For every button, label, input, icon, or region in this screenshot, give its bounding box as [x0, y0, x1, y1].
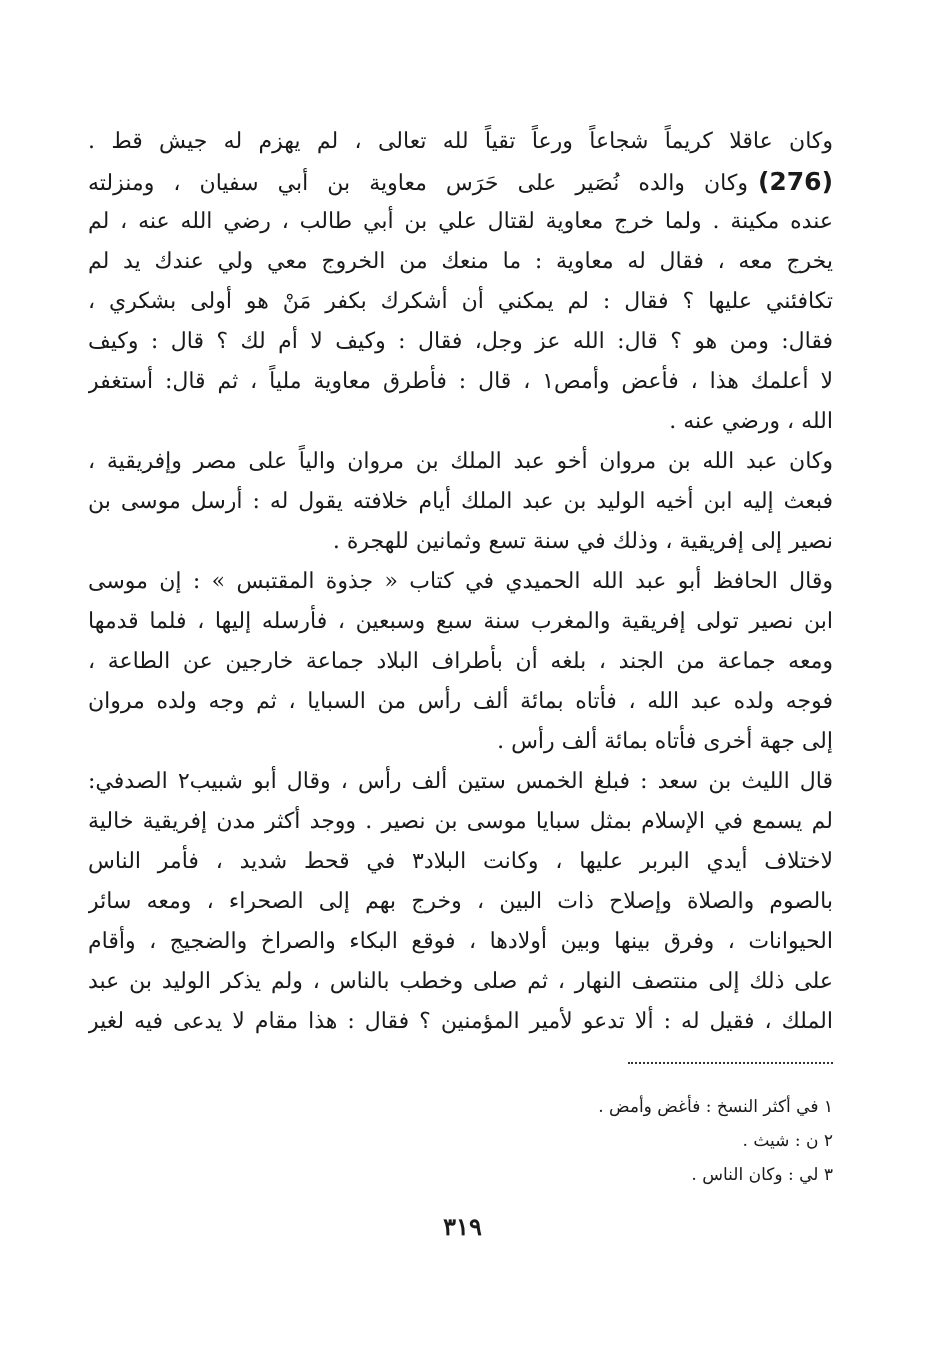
text-line: الله ، ورضي عنه .	[669, 409, 833, 434]
text-line: بالصوم والصلاة وإصلاح ذات البين ، وخرج بهم إلى الصحراء ، ومعه سائر	[88, 889, 833, 914]
text-line: لاختلاف أيدي البربر عليها ، وكانت البلاد٣ في قحط شديد ، فأمر الناس	[88, 849, 833, 874]
footnote: ٢ ن : شيث .	[742, 1131, 833, 1151]
text-line: ومعه جماعة من الجند ، بلغه أن بأطراف البلاد جماعة خارجين عن الطاعة ،	[88, 649, 833, 674]
text-line: فبعث إليه ابن أخيه الوليد بن عبد الملك أيام خلافته يقول له : أرسل موسى بن	[88, 489, 833, 514]
text-line: لم يسمع في الإسلام بمثل سبايا موسى بن نصير . ووجد أكثر مدن إفريقية خالية	[88, 809, 833, 834]
text-line: فوجه ولده عبد الله ، فأتاه بمائة ألف رأس من السبايا ، ثم وجه ولده مروان	[88, 689, 833, 714]
text-line: يخرج معه ، فقال له معاوية : ما منعك من الخروج معي ولي عندك يد لم	[88, 249, 833, 274]
text-line: فقال: ومن هو ؟ قال: الله عز وجل، فقال : وكيف لا أم لك ؟ قال : وكيف	[88, 329, 833, 354]
text-line: وكان عبد الله بن مروان أخو عبد الملك بن مروان والياً على مصر وإفريقية ،	[88, 449, 833, 474]
text-line: عنده مكينة . ولما خرج معاوية لقتال علي بن أبي طالب ، رضي الله عنه ، لم	[88, 209, 833, 234]
text-line	[88, 164, 833, 200]
footnote: ١ في أكثر النسخ : فأغض وأمض .	[598, 1097, 833, 1117]
footnote: ٣ لي : وكان الناس .	[691, 1165, 833, 1185]
page-number: ٣١٩	[443, 1212, 482, 1241]
text-line: ابن نصير تولى إفريقية والمغرب سنة سبع وسبعين ، فأرسله إليها ، فلما قدمها	[88, 609, 833, 634]
text-line: الملك ، فقيل له : ألا تدعو لأمير المؤمنين ؟ فقال : هذا مقام لا يدعى فيه لغير	[88, 1009, 833, 1034]
text-line: على ذلك إلى منتصف النهار ، ثم صلى وخطب بالناس ، ولم يذكر الوليد بن عبد	[88, 969, 833, 994]
text-line: وقال الحافظ أبو عبد الله الحميدي في كتاب « جذوة المقتبس » : إن موسى	[88, 569, 833, 594]
text-line: وكان عاقلا كريماً شجاعاً ورعاً تقياً لله تعالى ، لم يهزم له جيش قط .	[88, 129, 833, 154]
text-line: لا أعلمك هذا ، فأعض وأمص١ ، قال : فأطرق معاوية ملياً ، ثم قال: أستغفر	[88, 369, 833, 394]
text-line-content: وكان والده نُصَير على حَرَس معاوية بن أبي سفيان ، ومنزلته	[88, 171, 748, 196]
text-line: تكافئني عليها ؟ فقال : لم يمكني أن أشكرك بكفر مَنْ هو أولى بشكري ،	[88, 289, 833, 314]
paragraph-number: (276)	[757, 167, 833, 196]
text-line: الحيوانات ، وفرق بينها وبين أولادها ، فوقع البكاء والصراخ والضجيج ، وأقام	[88, 929, 833, 954]
text-line: نصير إلى إفريقية ، وذلك في سنة تسع وثمانين للهجرة .	[332, 529, 833, 554]
footnote-separator	[628, 1062, 833, 1064]
text-line: قال الليث بن سعد : فبلغ الخمس ستين ألف رأس ، وقال أبو شبيب٢ الصدفي:	[88, 769, 833, 794]
text-line: إلى جهة أخرى فأتاه بمائة ألف رأس .	[497, 729, 833, 754]
